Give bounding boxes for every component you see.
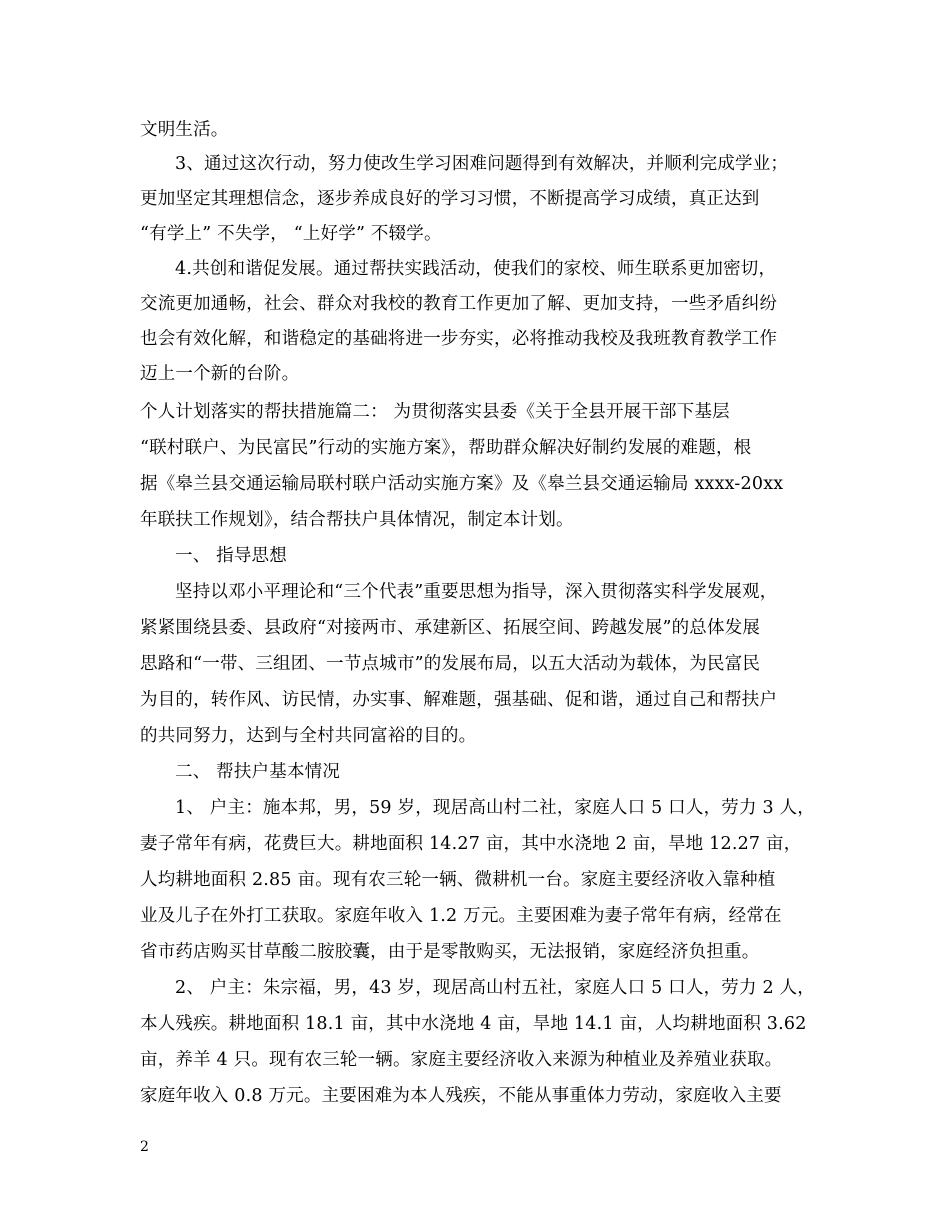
text-line: 思路和“一带、三组团、一节点城市”的发展布局，以五大活动为载体，为民富民 [140,654,761,674]
text-line: 人均耕地面积 2.85 亩。现有农三轮一辆、微耕机一台。家庭主要经济收入靠种植 [140,870,776,890]
text-line: 省市药店购买甘草酸二胺胶囊，由于是零散购买，无法报销，家庭经济负担重。 [140,942,760,962]
text-line: “联村联户、为民富民”行动的实施方案》，帮助群众解决好制约发展的难题，根 [140,438,752,458]
text-line: 年联扶工作规划》，结合帮扶户具体情况，制定本计划。 [140,510,574,530]
text-line: 的共同努力，达到与全村共同富裕的目的。 [140,726,477,746]
text-line: 1、 户主：施本邦，男，59 岁，现居高山村二社，家庭人口 5 口人，劳力 3 人， [175,798,815,818]
text-line: 3、通过这次行动，努力使改生学习困难问题得到有效解决，并顺利完成学业； [175,154,789,174]
text-line: 妻子常年有病，花费巨大。耕地面积 14.27 亩，其中水浇地 2 亩，旱地 12.27 亩， [140,834,802,854]
text-line: 亩，养羊 4 只。现有农三轮一辆。家庭主要经济收入来源为种植业及养殖业获取。 [140,1050,783,1070]
section-heading: 一、 指导思想 [175,546,287,566]
text-line: 更加坚定其理想信念，逐步养成良好的学习习惯，不断提高学习成绩，真正达到 [140,189,760,209]
text-line: 交流更加通畅，社会、群众对我校的教育工作更加了解、更加支持，一些矛盾纠纷 [140,294,778,314]
text-line: 文明生活。 [140,120,229,140]
text-line: 也会有效化解，和谐稳定的基础将进一步夯实，必将推动我校及我班教育教学工作 [140,329,778,349]
text-line: 家庭年收入 0.8 万元。主要困难为本人残疾，不能从事重体力劳动，家庭收入主要 [140,1086,782,1106]
text-line: 4.共创和谐促发展。通过帮扶实践活动，使我们的家校、师生联系更加密切， [175,259,777,279]
text-line: 个人计划落实的帮扶措施篇二： 为贯彻落实县委《关于全县开展干部下基层 [140,402,730,422]
text-line: 业及儿子在外打工获取。家庭年收入 1.2 万元。主要困难为妻子常年有病，经常在 [140,906,782,926]
page-number: 2 [140,1139,149,1155]
text-line: 据《皋兰县交通运输局联村联户活动实施方案》及《皋兰县交通运输局 xxxx-20xx [140,474,784,494]
text-line: 坚持以邓小平理论和“三个代表”重要思想为指导，深入贯彻落实科学发展观， [175,582,778,602]
text-line: 紧紧围绕县委、县政府“对接两市、承建新区、拓展空间、跨越发展”的总体发展 [140,618,761,638]
section-heading: 二、 帮扶户基本情况 [175,762,341,782]
text-line: 迈上一个新的台阶。 [140,364,300,384]
text-line: 为目的，转作风、访民情，办实事、解难题，强基础、促和谐，通过自己和帮扶户 [140,690,778,710]
text-line: 2、 户主：朱宗福，男，43 岁，现居高山村五社，家庭人口 5 口人，劳力 2 人， [175,978,815,998]
text-line: “有学上” 不失学， “上好学” 不辍学。 [140,224,442,244]
text-line: 本人残疾。耕地面积 18.1 亩，其中水浇地 4 亩，旱地 14.1 亩，人均耕地面积 3.62 [140,1014,807,1034]
